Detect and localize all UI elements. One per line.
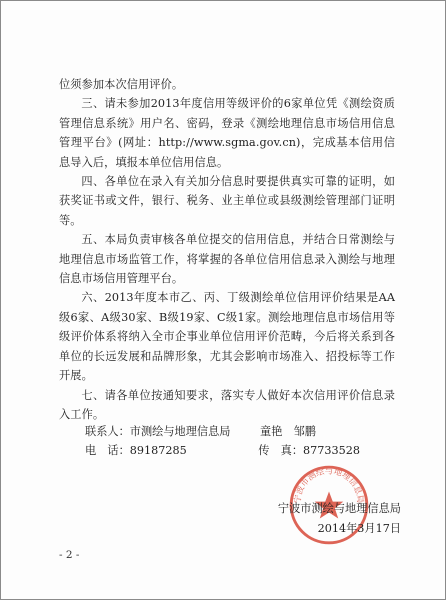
- body-text: [59, 75, 395, 424]
- issuing-organization: 宁波市测绘与地理信息局: [277, 502, 401, 515]
- paragraph-item-5: 五、本局负责审核各单位提交的信用信息，并结合日常测绘与地理信息市场监管工作，将掌握的各单位信用信息录入测绘与地理信息市场信用管理平台。: [59, 233, 395, 286]
- contact-row: [85, 423, 316, 439]
- paragraph-item-4: 四、各单位在录入有关加分信息时要提供真实可靠的证明，如获奖证书或文件，银行、税务、业主单位或县级测绘管理部门证明等。: [59, 175, 395, 227]
- fax-number: 传 真：87733528: [258, 444, 360, 457]
- signature-block: [278, 499, 401, 539]
- issue-date: 2014年3月17日: [317, 522, 401, 535]
- paragraph-item-3: 三、请未参加2013年度信用等级评价的6家单位凭《测绘资质管理信息系统》用户名、密码，登录《测绘地理信息市场信用信息管理平台》(网址：http://www.sgma.gov.cn)，完成基本信用信息导入后，填报本单位信用信息。: [59, 97, 395, 169]
- contact-names: 童艳 邹鹏: [260, 425, 316, 438]
- page-number: - 2 -: [59, 549, 80, 561]
- seal-text: 宁波市测绘与地理信息局: [292, 465, 366, 504]
- paragraph-item-7: 七、请各单位按通知要求，落实专人做好本次信用评价信息录入工作。: [59, 388, 395, 421]
- phone-fax-row: [85, 442, 360, 458]
- phone-number: 电 话：89187285: [85, 444, 187, 457]
- contact-label: 联系人：市测绘与地理信息局: [85, 425, 231, 438]
- paragraph-continuation: 位须参加本次信用评价。: [59, 78, 184, 91]
- paragraph-item-6: 六、2013年度本市乙、丙、丁级测绘单位信用评价结果是AA级6家、A级30家、B级19家、C级1家。测绘地理信息市场信用等级评价体系将纳入全市企事业单位信用评价范畴，今后将关系到各单位的长远发展和品牌形象，尤其会影响市场准入、招投标等工作开展。: [59, 291, 395, 383]
